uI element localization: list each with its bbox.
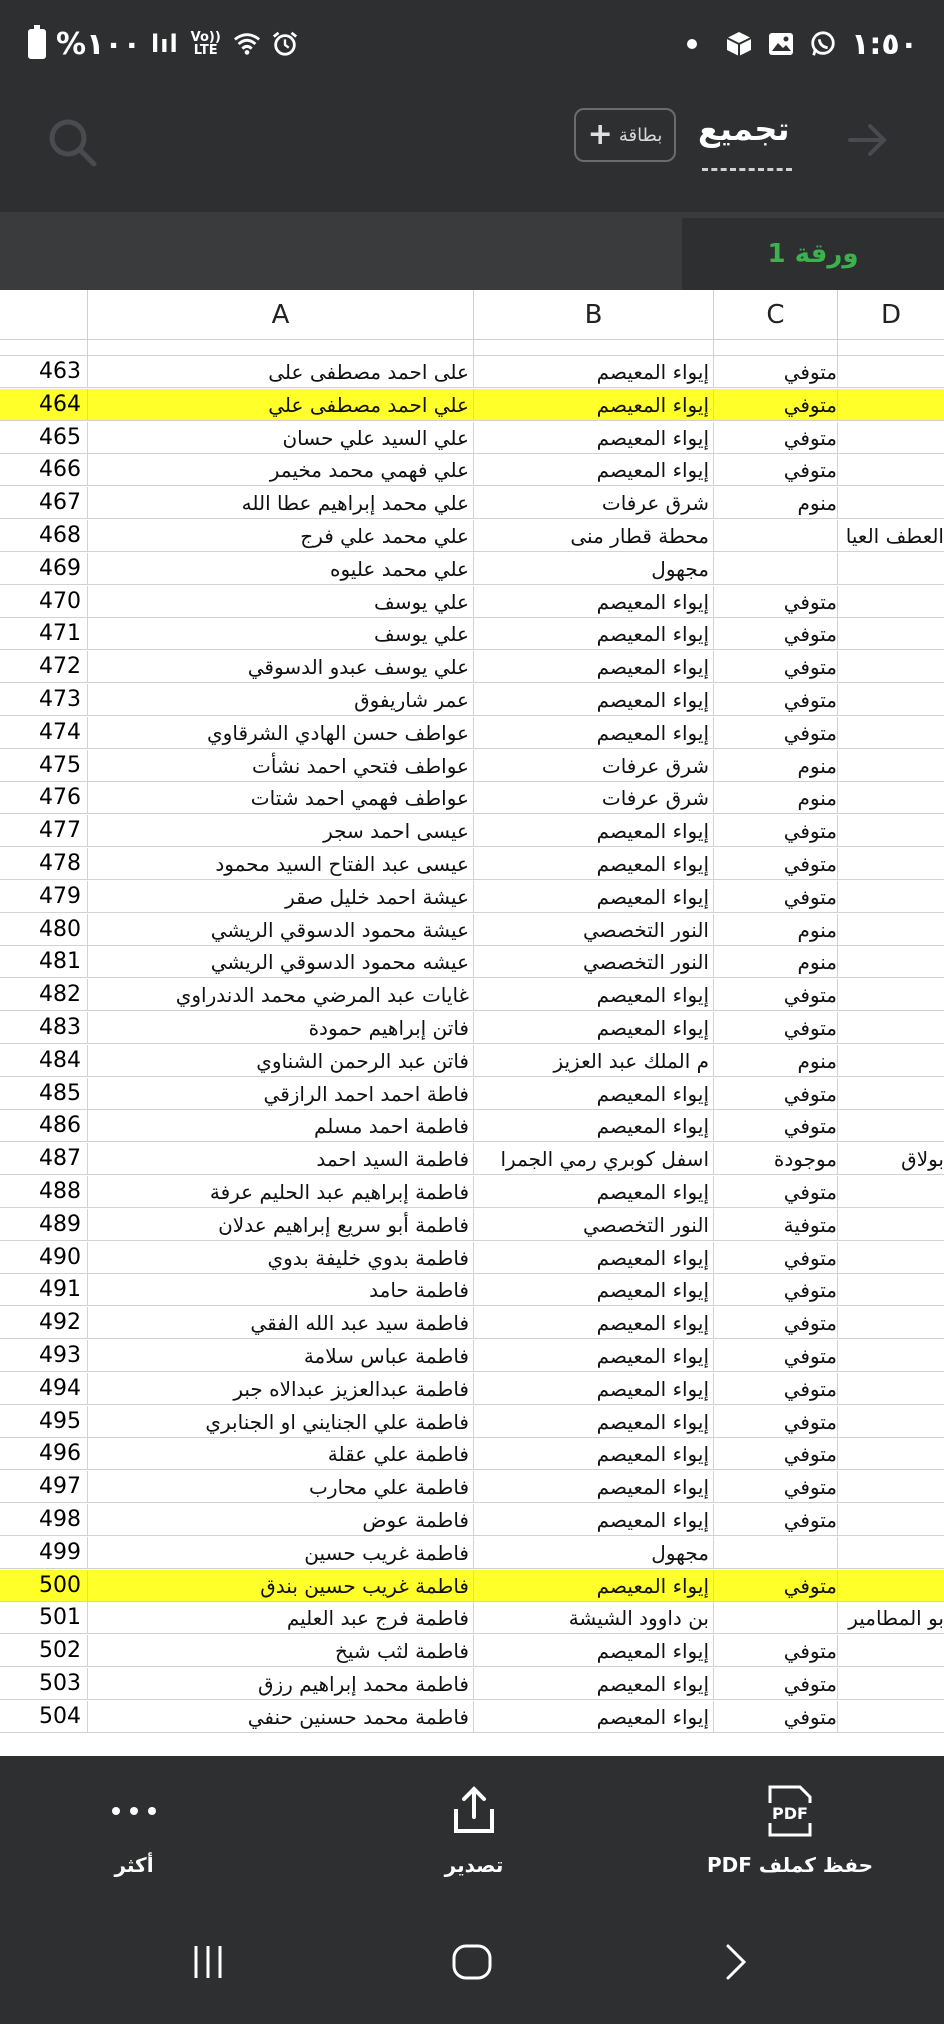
table-row[interactable] [0,750,944,782]
title-underline [702,168,792,171]
table-row[interactable] [0,356,944,388]
row-number-cell[interactable]: 468 [0,520,88,552]
column-header-d[interactable]: D [880,300,902,330]
cell-a[interactable]: علي محمد علي فرج [88,520,474,552]
cell-d[interactable] [838,586,944,618]
row-number-cell[interactable]: 492 [0,1307,88,1339]
cell-b[interactable]: النور التخصصي [474,1209,714,1241]
cell-b[interactable]: بن داوود الشيشة [474,1602,714,1634]
cell-c[interactable] [714,1537,838,1569]
cell-d[interactable]: بو المطامير [848,1606,944,1631]
gallery-icon [767,30,795,58]
column-header-row [0,290,944,340]
cell-c[interactable]: متوفي [714,1504,838,1536]
row-number-cell[interactable]: 491 [0,1274,88,1306]
cell-b[interactable]: إيواء المعيصم [474,651,714,683]
table-row[interactable] [0,848,944,880]
cell-a[interactable]: فاطمة عباس سلامة [88,1340,474,1372]
cell-c[interactable]: متوفي [714,1406,838,1438]
cell-b[interactable]: إيواء المعيصم [474,848,714,880]
row-number-cell[interactable]: 499 [0,1537,88,1569]
cell-b[interactable]: م الملك عبد العزيز [474,1045,714,1077]
cell-a[interactable]: علي محمد عليوه [88,553,474,585]
cell-a[interactable]: فاطمة إبراهيم عبد الحليم عرفة [88,1176,474,1208]
cell-b[interactable]: إيواء المعيصم [474,1504,714,1536]
row-number-cell[interactable]: 470 [0,586,88,618]
cell-c[interactable]: متوفي [714,1340,838,1372]
row-number-cell[interactable]: 483 [0,1012,88,1044]
cell-a[interactable]: فاطمة سيد عبد الله الفقي [88,1307,474,1339]
table-row[interactable] [0,1471,944,1503]
cell-c[interactable]: منوم [714,782,838,814]
row-number-cell[interactable]: 466 [0,454,88,486]
table-row[interactable] [0,1045,944,1077]
cell-c[interactable]: منوم [714,914,838,946]
cell-b[interactable]: النور التخصصي [474,914,714,946]
cell-c[interactable]: متوفي [714,1274,838,1306]
cell-d[interactable] [838,1406,944,1438]
cell-d[interactable] [838,815,944,847]
table-row[interactable] [0,487,944,519]
cell-d[interactable] [838,1701,944,1733]
table-row[interactable] [0,684,944,716]
cell-d[interactable] [838,750,944,782]
cell-d[interactable] [838,1209,944,1241]
cell-a[interactable]: فاطمة عوض [88,1504,474,1536]
cell-d[interactable] [838,684,944,716]
row-number-cell[interactable]: 465 [0,422,88,454]
cell-b[interactable]: إيواء المعيصم [474,815,714,847]
cell-c[interactable]: متوفية [714,1209,838,1241]
cell-d[interactable] [838,946,944,978]
row-number-cell[interactable]: 498 [0,1504,88,1536]
table-row[interactable] [0,1537,944,1569]
cell-b[interactable]: إيواء المعيصم [474,1471,714,1503]
cell-d[interactable] [838,553,944,585]
cell-d[interactable]: بولاق [901,1147,944,1172]
table-row[interactable] [0,881,944,913]
pdf-icon-text: PDF [772,1804,808,1823]
cell-b[interactable]: إيواء المعيصم [474,1176,714,1208]
cell-c[interactable]: متوفي [714,1176,838,1208]
column-header-b[interactable]: B [474,290,714,340]
row-number-cell[interactable]: 493 [0,1340,88,1372]
table-row[interactable] [0,618,944,650]
table-row[interactable] [0,1668,944,1700]
cell-a[interactable]: علي السيد علي حسان [88,422,474,454]
row-number-cell[interactable]: 500 [0,1570,88,1602]
row-number-cell[interactable]: 484 [0,1045,88,1077]
table-row[interactable] [0,1570,944,1602]
signal-icon: lıl [151,30,179,58]
row-number-cell[interactable]: 501 [0,1602,88,1634]
status-bar [0,0,944,90]
table-row[interactable] [0,1602,944,1634]
cell-b[interactable]: إيواء المعيصم [474,422,714,454]
cell-d[interactable] [838,1045,944,1077]
cell-a[interactable]: فاطمة لثب شيخ [88,1635,474,1667]
table-row[interactable] [0,1307,944,1339]
cell-d[interactable] [838,487,944,519]
row-number-cell[interactable]: 476 [0,782,88,814]
table-row[interactable] [0,586,944,618]
table-row[interactable] [0,651,944,683]
row-number-cell[interactable]: 463 [0,356,88,388]
cell-b[interactable]: اسفل كوبري رمي الجمرا [474,1143,714,1175]
cell-c[interactable]: متوفي [714,815,838,847]
cell-c[interactable]: متوفي [714,586,838,618]
cell-a[interactable]: غايات عبد المرضي محمد الدندراوي [88,979,474,1011]
cell-a[interactable]: فاطمة السيد احمد [88,1143,474,1175]
cell-d[interactable]: العطف العيا [845,524,944,548]
row-number-cell[interactable]: 473 [0,684,88,716]
cell-c[interactable]: منوم [714,487,838,519]
cell-b[interactable]: إيواء المعيصم [474,618,714,650]
cell-b[interactable]: مجهول [474,1537,714,1569]
cell-c[interactable]: متوفي [714,389,838,421]
row-number-cell[interactable]: 488 [0,1176,88,1208]
more-label: أكثر [114,1853,154,1877]
system-nav-bar [0,1904,944,2024]
table-row[interactable] [0,1078,944,1110]
table-row[interactable] [0,1176,944,1208]
cell-a[interactable]: فاطمة محمد حسنين حنفي [88,1701,474,1733]
cell-a[interactable]: فاطمة علي الجنايني او الجنابري [88,1406,474,1438]
cell-a[interactable]: علي احمد مصطفى علي [88,389,474,421]
row-number-cell[interactable]: 478 [0,848,88,880]
cell-d[interactable] [838,1307,944,1339]
cell-b[interactable]: إيواء المعيصم [474,1307,714,1339]
cell-b[interactable]: محطة قطار منى [474,520,714,552]
cell-a[interactable]: عيسى عبد الفتاح السيد محمود [88,848,474,880]
table-row[interactable] [0,1504,944,1536]
cell-b[interactable]: إيواء المعيصم [474,1570,714,1602]
corner-cell[interactable] [0,290,88,340]
row-number-cell[interactable]: 477 [0,815,88,847]
cell-c[interactable]: متوفي [714,1668,838,1700]
cell-b[interactable]: شرق عرفات [474,750,714,782]
cell-c[interactable]: متوفي [714,1012,838,1044]
cell-a[interactable]: فاطمة غريب حسين بندق [88,1570,474,1602]
row-number-cell[interactable]: 482 [0,979,88,1011]
cell-d[interactable] [838,1078,944,1110]
cell-c[interactable]: متوفي [714,651,838,683]
lte-icon: Vo)) LTE [190,30,221,58]
arrow-right-icon[interactable] [846,118,890,162]
app-bar [0,90,944,212]
battery-icon [28,29,46,59]
table-row[interactable] [0,717,944,749]
cell-d[interactable] [838,1504,944,1536]
row-number-cell[interactable]: 486 [0,1110,88,1142]
cell-b[interactable]: إيواء المعيصم [474,717,714,749]
cell-d[interactable] [838,914,944,946]
cell-a[interactable]: علي فهمي محمد مخيمر [88,454,474,486]
table-row[interactable] [0,782,944,814]
cell-d[interactable] [838,651,944,683]
cell-c[interactable] [714,553,838,585]
cell-b[interactable]: إيواء المعيصم [474,1078,714,1110]
cell-b[interactable]: إيواء المعيصم [474,881,714,913]
add-card-button[interactable] [574,108,676,162]
row-number-cell[interactable]: 481 [0,946,88,978]
plus-icon: + [587,117,613,152]
row-number-cell[interactable]: 490 [0,1242,88,1274]
row-number-cell[interactable]: 487 [0,1143,88,1175]
whatsapp-icon [809,30,837,58]
cell-c[interactable]: منوم [714,1045,838,1077]
table-row[interactable] [0,1110,944,1142]
cell-c[interactable]: متوفي [714,422,838,454]
row-number-cell[interactable]: 464 [0,389,88,421]
cell-a[interactable]: فاطمة بدوي خليفة بدوي [88,1242,474,1274]
row-number-cell[interactable]: 472 [0,651,88,683]
table-row[interactable] [0,815,944,847]
row-number-cell[interactable]: 485 [0,1078,88,1110]
cell-c[interactable]: متوفي [714,1471,838,1503]
cell-d[interactable] [838,389,944,421]
cell-a[interactable]: عواطف حسن الهادي الشرقاوي [88,717,474,749]
status-left [28,26,299,62]
cell-a[interactable]: فاطمة حامد [88,1274,474,1306]
export-label: تصدير [444,1853,504,1877]
row-number-cell[interactable]: 474 [0,717,88,749]
cell-d[interactable] [838,1012,944,1044]
table-row[interactable] [0,553,944,585]
cell-a[interactable]: فاطمة محمد إبراهيم رزق [88,1668,474,1700]
cell-d[interactable] [838,1176,944,1208]
table-row[interactable] [0,946,944,978]
export-button[interactable] [404,1756,544,1904]
cell-b[interactable]: إيواء المعيصم [474,356,714,388]
recent-apps-icon[interactable] [178,1932,238,1992]
cell-a[interactable]: عواطف فتحي احمد نشأت [88,750,474,782]
cell-b[interactable]: شرق عرفات [474,782,714,814]
cell-d[interactable] [838,881,944,913]
table-row[interactable] [0,1274,944,1306]
cell-c[interactable] [714,520,838,552]
cell-c[interactable] [714,1602,838,1634]
cell-b[interactable]: إيواء المعيصم [474,979,714,1011]
cell-c[interactable]: متوفي [714,1373,838,1405]
cell-a[interactable]: عيسى احمد سجر [88,815,474,847]
cell-c[interactable]: موجودة [714,1143,838,1175]
pdf-file-icon [762,1783,818,1839]
cell-d[interactable] [838,1471,944,1503]
cell-c[interactable]: متوفي [714,881,838,913]
row-number-cell[interactable]: 502 [0,1635,88,1667]
back-chevron-icon[interactable] [706,1932,766,1992]
table-row[interactable] [0,1340,944,1372]
table-row[interactable] [0,454,944,486]
cell-c[interactable]: متوفي [714,1078,838,1110]
cell-b[interactable]: مجهول [474,553,714,585]
cell-a[interactable]: عيشة محمود الدسوقي الريشي [88,914,474,946]
battery-text: %١٠٠ [56,26,141,62]
alarm-icon [271,30,299,58]
cell-a[interactable]: علي محمد إبراهيم عطا الله [88,487,474,519]
table-row[interactable] [0,914,944,946]
save-as-pdf-button[interactable] [690,1756,890,1904]
cell-c[interactable]: متوفي [714,356,838,388]
column-header-a[interactable]: A [88,290,474,340]
cell-d[interactable] [838,1242,944,1274]
document-title[interactable]: تجميع [698,110,790,148]
row-number-cell[interactable]: 497 [0,1471,88,1503]
notification-dot-icon [687,39,697,49]
cell-b[interactable]: النور التخصصي [474,946,714,978]
cell-a[interactable]: فاطمة علي عقلة [88,1438,474,1470]
cell-b[interactable]: إيواء المعيصم [474,1340,714,1372]
cell-d[interactable] [838,1110,944,1142]
row-number-cell[interactable]: 469 [0,553,88,585]
cell-a[interactable]: عمر شاريفوق [88,684,474,716]
table-row[interactable] [0,1209,944,1241]
sheet-tabs [0,212,944,290]
cell-a[interactable]: عيشة احمد خليل صقر [88,881,474,913]
row-number-cell[interactable]: 467 [0,487,88,519]
cell-b[interactable]: إيواء المعيصم [474,586,714,618]
row-number-cell[interactable]: 503 [0,1668,88,1700]
cell-a[interactable]: فاطمة علي محارب [88,1471,474,1503]
cell-d[interactable] [838,1438,944,1470]
cell-b[interactable]: إيواء المعيصم [474,454,714,486]
table-row[interactable] [0,1012,944,1044]
table-row[interactable] [0,520,944,552]
column-header-c[interactable]: C [714,290,838,340]
cell-d[interactable] [838,1537,944,1569]
cell-c[interactable]: متوفي [714,1438,838,1470]
cell-d[interactable] [838,1668,944,1700]
row-number-cell[interactable]: 480 [0,914,88,946]
cell-a[interactable]: عواطف فهمي احمد شتات [88,782,474,814]
cell-d[interactable] [838,1274,944,1306]
table-row[interactable] [0,1438,944,1470]
status-right [687,26,918,62]
more-button[interactable] [64,1756,204,1904]
cell-c[interactable]: متوفي [714,717,838,749]
cell-b[interactable]: إيواء المعيصم [474,1242,714,1274]
cell-b[interactable]: شرق عرفات [474,487,714,519]
table-row[interactable] [0,1406,944,1438]
cell-d[interactable] [838,618,944,650]
cell-b[interactable]: إيواء المعيصم [474,1701,714,1733]
cell-a[interactable]: فاطمة فرج عبد العليم [88,1602,474,1634]
cell-d[interactable] [838,979,944,1011]
cell-c[interactable]: متوفي [714,1701,838,1733]
cell-d[interactable] [838,848,944,880]
row-number-cell[interactable]: 489 [0,1209,88,1241]
table-row[interactable] [0,1143,944,1175]
cell-a[interactable]: على احمد مصطفى على [88,356,474,388]
row-number-cell[interactable]: 475 [0,750,88,782]
wifi-icon [233,30,261,58]
cell-d[interactable] [838,1570,944,1602]
cell-b[interactable]: إيواء المعيصم [474,389,714,421]
cell-c[interactable]: متوفي [714,684,838,716]
cell-b[interactable]: إيواء المعيصم [474,1110,714,1142]
cell-c[interactable]: متوفي [714,979,838,1011]
cell-b[interactable]: إيواء المعيصم [474,1668,714,1700]
cell-c[interactable]: متوفي [714,1307,838,1339]
cell-c[interactable]: متوفي [714,454,838,486]
share-export-icon [446,1783,502,1839]
cell-b[interactable]: إيواء المعيصم [474,684,714,716]
sheet-tab-1[interactable]: ورقة 1 [682,218,944,290]
cell-a[interactable]: علي يوسف [88,618,474,650]
table-row[interactable] [0,979,944,1011]
add-card-label: بطاقة [618,124,663,146]
cell-a[interactable]: فاتن إبراهيم حمودة [88,1012,474,1044]
row-number-cell[interactable]: 479 [0,881,88,913]
cell-c[interactable]: متوفي [714,1570,838,1602]
cell-a[interactable]: فاطمة أبو سريع إبراهيم عدلان [88,1209,474,1241]
cell-d[interactable] [838,356,944,388]
row-number-cell[interactable]: 496 [0,1438,88,1470]
cell-a[interactable]: فاطمة عبدالعزيز عبدالاه جبر [88,1373,474,1405]
cell-d[interactable] [838,782,944,814]
cell-a[interactable]: فاتن عبد الرحمن الشناوي [88,1045,474,1077]
cell-c[interactable]: متوفي [714,1635,838,1667]
table-row[interactable] [0,1701,944,1733]
bottom-toolbar [0,1756,944,1904]
cell-a[interactable]: علي يوسف عبدو الدسوقي [88,651,474,683]
cell-b[interactable]: إيواء المعيصم [474,1406,714,1438]
partial-row [0,340,944,356]
home-icon[interactable] [442,1932,502,1992]
cell-c[interactable]: منوم [714,750,838,782]
cell-d[interactable] [838,1340,944,1372]
cell-d[interactable] [838,1635,944,1667]
cell-a[interactable]: فاطمة غريب حسين [88,1537,474,1569]
cell-a[interactable]: فاطة احمد احمد الرازقي [88,1078,474,1110]
cell-c[interactable]: منوم [714,946,838,978]
more-dots-icon [106,1783,162,1839]
cell-b[interactable]: إيواء المعيصم [474,1012,714,1044]
cell-d[interactable] [838,454,944,486]
clock-text: ١:٥٠ [851,26,918,62]
cell-a[interactable]: فاطمة احمد مسلم [88,1110,474,1142]
spreadsheet-grid[interactable] [0,290,944,1756]
search-icon[interactable] [44,114,100,170]
save-as-pdf-label: حفظ كملف PDF [706,1853,874,1877]
cell-d[interactable] [838,422,944,454]
cell-b[interactable]: إيواء المعيصم [474,1438,714,1470]
row-number-cell[interactable]: 471 [0,618,88,650]
cell-c[interactable]: متوفي [714,1110,838,1142]
cell-b[interactable]: إيواء المعيصم [474,1373,714,1405]
table-row[interactable] [0,1242,944,1274]
cell-b[interactable]: إيواء المعيصم [474,1635,714,1667]
table-row[interactable] [0,389,944,421]
cell-c[interactable]: متوفي [714,1242,838,1274]
row-number-cell[interactable]: 494 [0,1373,88,1405]
table-row[interactable] [0,1635,944,1667]
table-row[interactable] [0,1373,944,1405]
cell-c[interactable]: متوفي [714,848,838,880]
cell-a[interactable]: عيشه محمود الدسوقي الريشي [88,946,474,978]
cell-b[interactable]: إيواء المعيصم [474,1274,714,1306]
cell-d[interactable] [838,1373,944,1405]
package-icon [725,30,753,58]
cell-a[interactable]: علي يوسف [88,586,474,618]
row-number-cell[interactable]: 495 [0,1406,88,1438]
cell-d[interactable] [838,717,944,749]
table-row[interactable] [0,422,944,454]
row-number-cell[interactable]: 504 [0,1701,88,1733]
cell-c[interactable]: متوفي [714,618,838,650]
